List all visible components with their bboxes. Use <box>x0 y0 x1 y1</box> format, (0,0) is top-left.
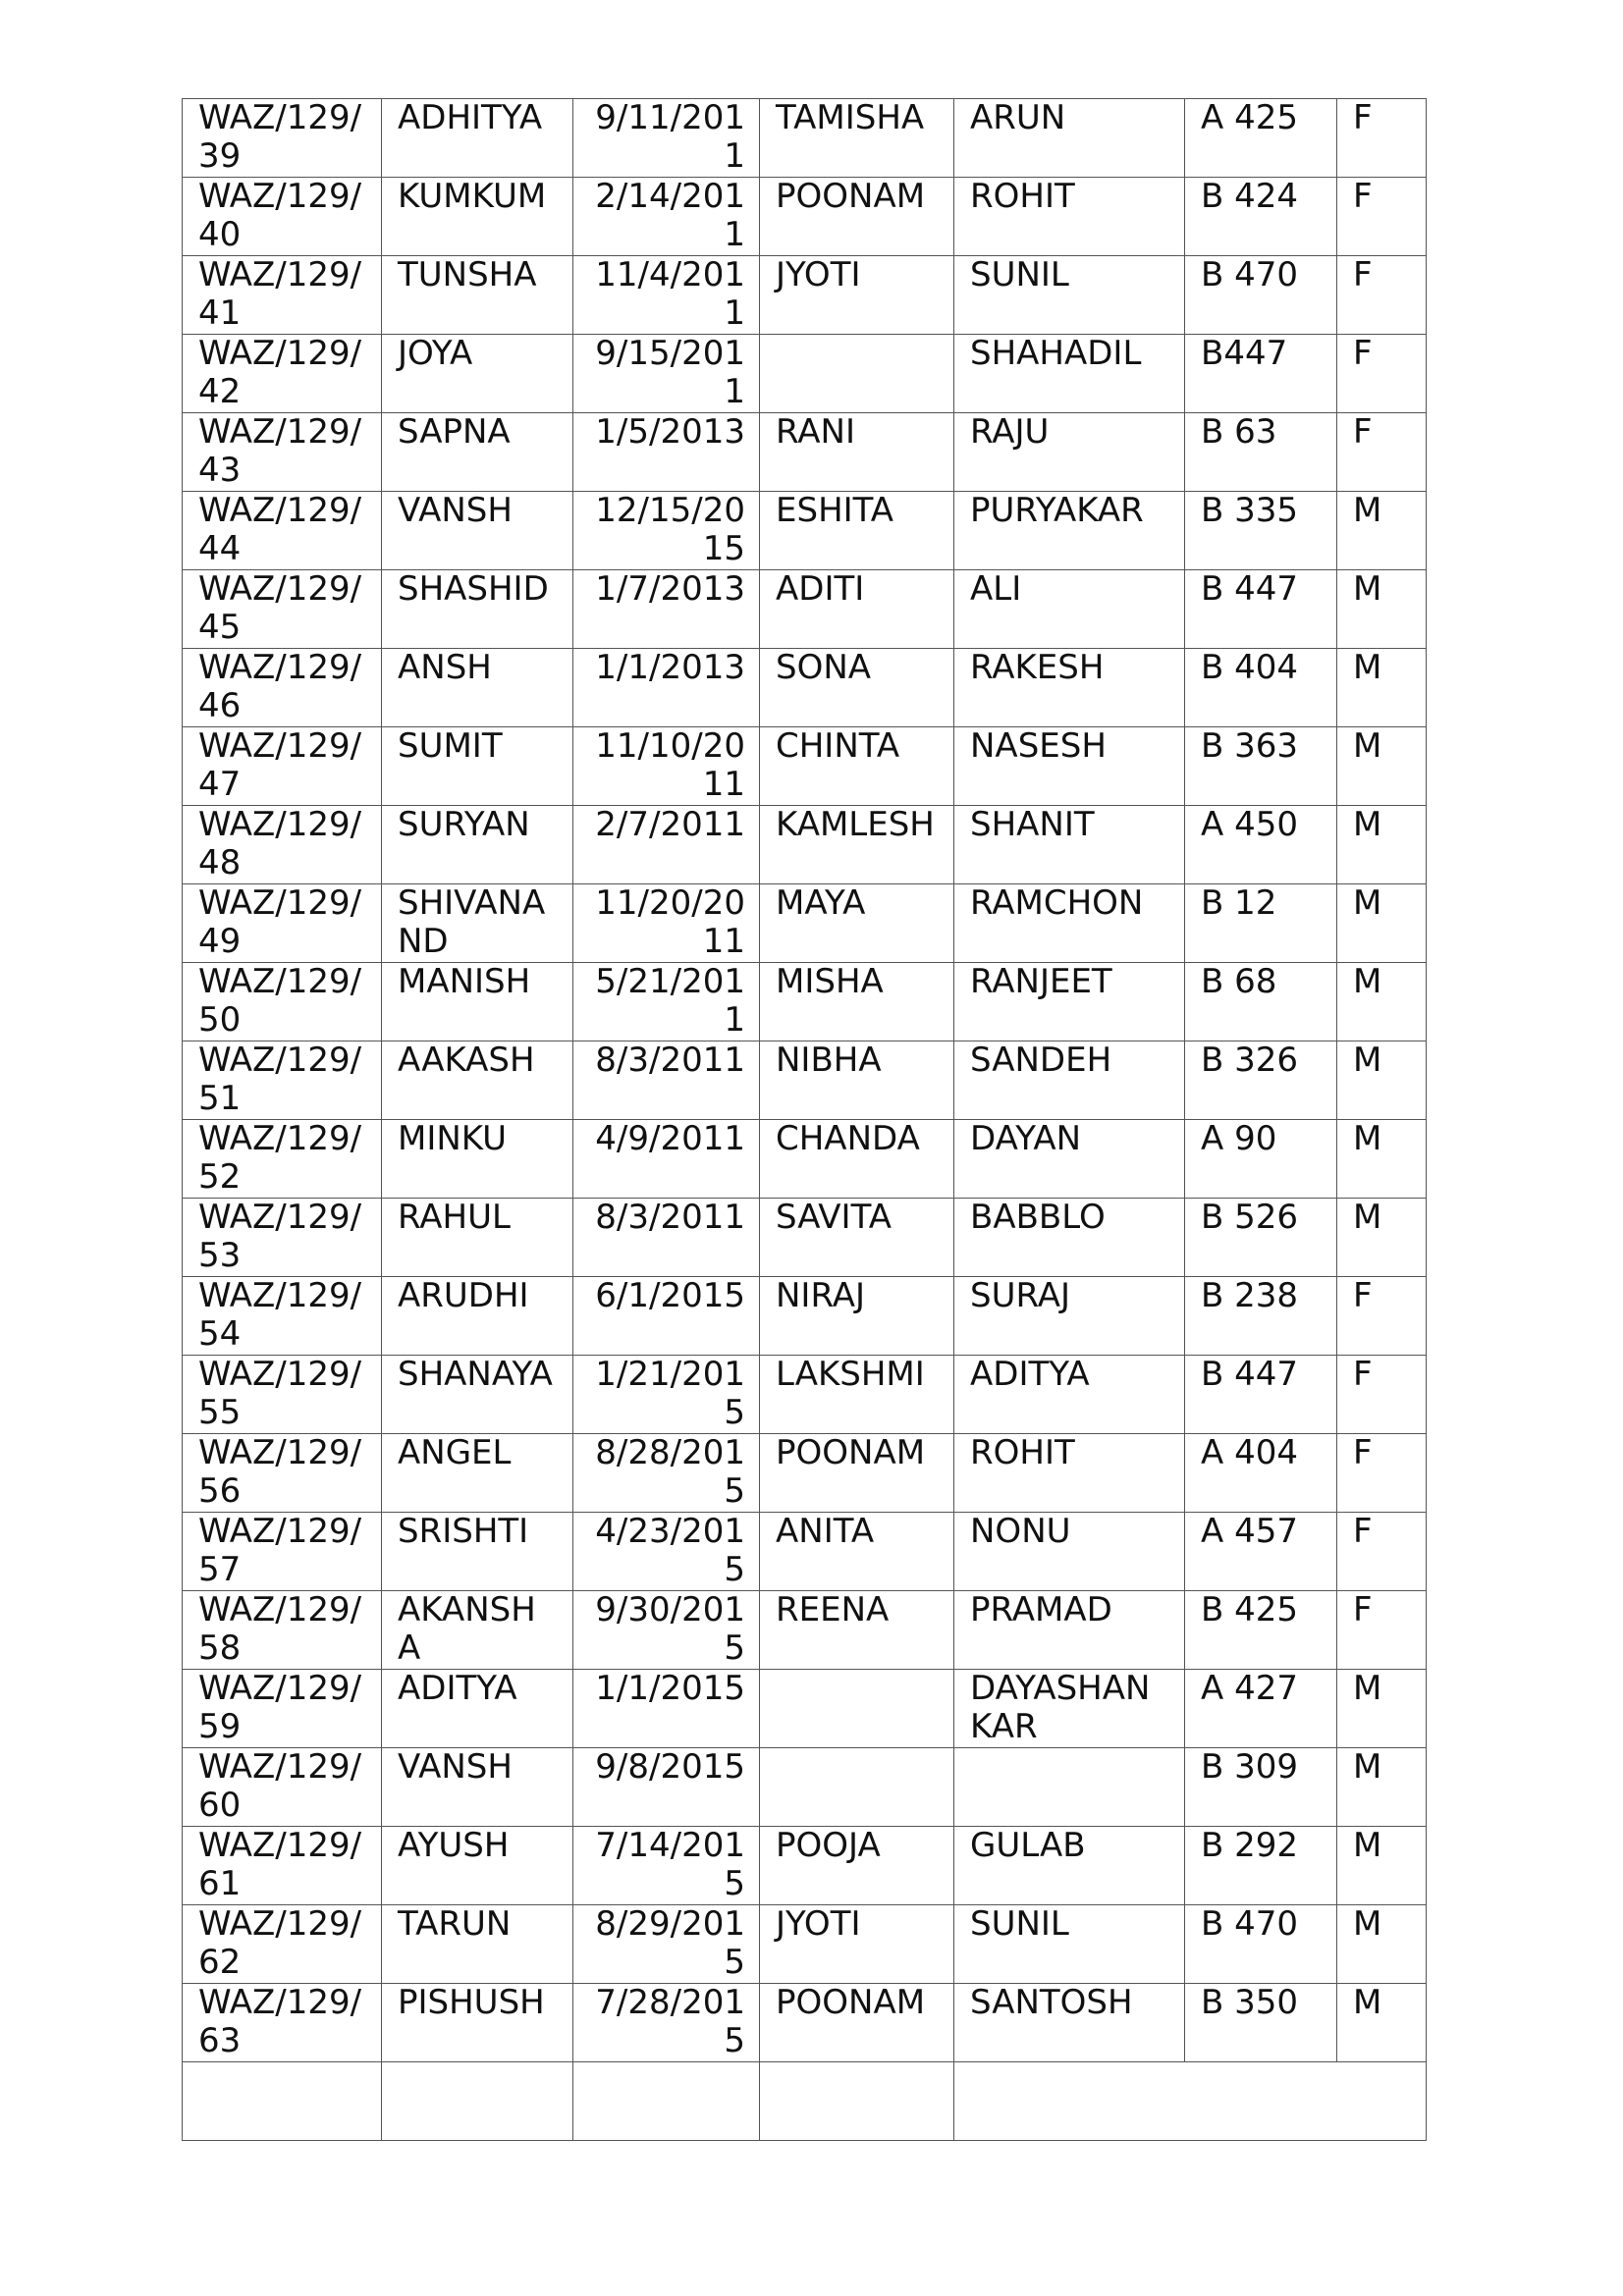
table-row <box>183 1277 1427 1356</box>
mother-name-cell: POOJA <box>760 1827 954 1905</box>
student-name-cell: KUMKUM <box>382 178 573 256</box>
date-of-birth-cell: 9/8/2015 <box>573 1748 760 1827</box>
student-name-cell: RAHUL <box>382 1199 573 1277</box>
gender-cell: F <box>1337 1356 1427 1434</box>
blank-cell <box>183 2062 382 2141</box>
mother-name-cell: SONA <box>760 649 954 727</box>
mother-name-cell: NIRAJ <box>760 1277 954 1356</box>
mother-name-cell: POONAM <box>760 1984 954 2062</box>
mother-name-cell: CHANDA <box>760 1120 954 1199</box>
house-number-cell: B 470 <box>1185 256 1337 335</box>
gender-cell: F <box>1337 413 1427 492</box>
gender-cell: M <box>1337 1905 1427 1984</box>
date-of-birth-cell: 12/15/2015 <box>573 492 760 570</box>
table-row <box>183 413 1427 492</box>
house-number-cell: A 450 <box>1185 806 1337 884</box>
gender-cell: F <box>1337 335 1427 413</box>
table-row <box>183 727 1427 806</box>
date-of-birth-cell: 1/1/2013 <box>573 649 760 727</box>
gender-cell: M <box>1337 806 1427 884</box>
date-of-birth-cell: 9/30/2015 <box>573 1591 760 1670</box>
house-number-cell: B 68 <box>1185 963 1337 1041</box>
father-name-cell: NONU <box>954 1513 1185 1591</box>
student-name-cell: ARUDHI <box>382 1277 573 1356</box>
table-row <box>183 1041 1427 1120</box>
father-name-cell: ADITYA <box>954 1356 1185 1434</box>
date-of-birth-cell: 8/3/2011 <box>573 1199 760 1277</box>
gender-cell: M <box>1337 1748 1427 1827</box>
father-name-cell: ALI <box>954 570 1185 649</box>
mother-name-cell <box>760 335 954 413</box>
table-row <box>183 1434 1427 1513</box>
house-number-cell: B447 <box>1185 335 1337 413</box>
father-name-cell: ARUN <box>954 99 1185 178</box>
date-of-birth-cell: 8/29/2015 <box>573 1905 760 1984</box>
date-of-birth-cell: 4/9/2011 <box>573 1120 760 1199</box>
student-id-cell: WAZ/129/41 <box>183 256 382 335</box>
house-number-cell: B 292 <box>1185 1827 1337 1905</box>
student-id-cell: WAZ/129/46 <box>183 649 382 727</box>
student-id-cell: WAZ/129/62 <box>183 1905 382 1984</box>
student-name-cell: AAKASH <box>382 1041 573 1120</box>
house-number-cell: B 526 <box>1185 1199 1337 1277</box>
student-id-cell: WAZ/129/54 <box>183 1277 382 1356</box>
table-row <box>183 1827 1427 1905</box>
house-number-cell: B 326 <box>1185 1041 1337 1120</box>
house-number-cell: B 363 <box>1185 727 1337 806</box>
table-row <box>183 806 1427 884</box>
gender-cell: F <box>1337 1434 1427 1513</box>
student-id-cell: WAZ/129/63 <box>183 1984 382 2062</box>
date-of-birth-cell: 7/28/2015 <box>573 1984 760 2062</box>
gender-cell: M <box>1337 963 1427 1041</box>
mother-name-cell <box>760 1670 954 1748</box>
student-name-cell: SHIVANAND <box>382 884 573 963</box>
student-name-cell: JOYA <box>382 335 573 413</box>
student-name-cell: ADHITYA <box>382 99 573 178</box>
student-id-cell: WAZ/129/53 <box>183 1199 382 1277</box>
gender-cell: M <box>1337 1670 1427 1748</box>
student-id-cell: WAZ/129/42 <box>183 335 382 413</box>
mother-name-cell: ADITI <box>760 570 954 649</box>
gender-cell: M <box>1337 649 1427 727</box>
gender-cell: F <box>1337 256 1427 335</box>
father-name-cell: ROHIT <box>954 1434 1185 1513</box>
student-name-cell: SHANAYA <box>382 1356 573 1434</box>
gender-cell: M <box>1337 1827 1427 1905</box>
house-number-cell: B 404 <box>1185 649 1337 727</box>
student-id-cell: WAZ/129/45 <box>183 570 382 649</box>
date-of-birth-cell: 1/5/2013 <box>573 413 760 492</box>
student-id-cell: WAZ/129/49 <box>183 884 382 963</box>
date-of-birth-cell: 9/15/2011 <box>573 335 760 413</box>
date-of-birth-cell: 9/11/2011 <box>573 99 760 178</box>
student-id-cell: WAZ/129/50 <box>183 963 382 1041</box>
mother-name-cell: KAMLESH <box>760 806 954 884</box>
gender-cell: M <box>1337 1041 1427 1120</box>
date-of-birth-cell: 2/14/2011 <box>573 178 760 256</box>
student-name-cell: PISHUSH <box>382 1984 573 2062</box>
father-name-cell: ROHIT <box>954 178 1185 256</box>
gender-cell: M <box>1337 1199 1427 1277</box>
table-row <box>183 335 1427 413</box>
gender-cell: F <box>1337 1277 1427 1356</box>
father-name-cell: PURYAKAR <box>954 492 1185 570</box>
date-of-birth-cell: 7/14/2015 <box>573 1827 760 1905</box>
house-number-cell: A 425 <box>1185 99 1337 178</box>
gender-cell: M <box>1337 492 1427 570</box>
father-name-cell: SUNIL <box>954 256 1185 335</box>
father-name-cell: DAYAN <box>954 1120 1185 1199</box>
mother-name-cell: POONAM <box>760 1434 954 1513</box>
father-name-cell: SHAHADIL <box>954 335 1185 413</box>
father-name-cell: RAJU <box>954 413 1185 492</box>
house-number-cell: B 63 <box>1185 413 1337 492</box>
student-name-cell: SURYAN <box>382 806 573 884</box>
student-name-cell: AKANSHA <box>382 1591 573 1670</box>
mother-name-cell: ANITA <box>760 1513 954 1591</box>
student-name-cell: ADITYA <box>382 1670 573 1748</box>
date-of-birth-cell: 8/28/2015 <box>573 1434 760 1513</box>
table-row <box>183 1120 1427 1199</box>
mother-name-cell: JYOTI <box>760 256 954 335</box>
date-of-birth-cell: 1/21/2015 <box>573 1356 760 1434</box>
father-name-cell: RAMCHON <box>954 884 1185 963</box>
father-name-cell: NASESH <box>954 727 1185 806</box>
date-of-birth-cell: 11/20/2011 <box>573 884 760 963</box>
father-name-cell: SUNIL <box>954 1905 1185 1984</box>
gender-cell: F <box>1337 1591 1427 1670</box>
house-number-cell: B 424 <box>1185 178 1337 256</box>
house-number-cell: A 404 <box>1185 1434 1337 1513</box>
mother-name-cell: TAMISHA <box>760 99 954 178</box>
student-name-cell: VANSH <box>382 1748 573 1827</box>
date-of-birth-cell: 5/21/2011 <box>573 963 760 1041</box>
father-name-cell: SHANIT <box>954 806 1185 884</box>
student-name-cell: AYUSH <box>382 1827 573 1905</box>
student-id-cell: WAZ/129/60 <box>183 1748 382 1827</box>
mother-name-cell: ESHITA <box>760 492 954 570</box>
father-name-cell: RAKESH <box>954 649 1185 727</box>
house-number-cell: B 447 <box>1185 1356 1337 1434</box>
house-number-cell: B 309 <box>1185 1748 1337 1827</box>
date-of-birth-cell: 2/7/2011 <box>573 806 760 884</box>
table-row <box>183 1984 1427 2062</box>
student-name-cell: SRISHTI <box>382 1513 573 1591</box>
date-of-birth-cell: 8/3/2011 <box>573 1041 760 1120</box>
house-number-cell: A 427 <box>1185 1670 1337 1748</box>
student-name-cell: MINKU <box>382 1120 573 1199</box>
table-row <box>183 99 1427 178</box>
student-name-cell: TUNSHA <box>382 256 573 335</box>
student-id-cell: WAZ/129/47 <box>183 727 382 806</box>
student-id-cell: WAZ/129/57 <box>183 1513 382 1591</box>
gender-cell: M <box>1337 570 1427 649</box>
student-id-cell: WAZ/129/56 <box>183 1434 382 1513</box>
gender-cell: M <box>1337 1120 1427 1199</box>
house-number-cell: B 12 <box>1185 884 1337 963</box>
mother-name-cell <box>760 1748 954 1827</box>
blank-merged-cell <box>954 2062 1427 2141</box>
blank-row <box>183 2062 1427 2141</box>
house-number-cell: A 457 <box>1185 1513 1337 1591</box>
student-name-cell: VANSH <box>382 492 573 570</box>
father-name-cell: SANTOSH <box>954 1984 1185 2062</box>
student-id-cell: WAZ/129/48 <box>183 806 382 884</box>
student-name-cell: MANISH <box>382 963 573 1041</box>
student-name-cell: SAPNA <box>382 413 573 492</box>
table-row <box>183 1591 1427 1670</box>
table-row <box>183 1748 1427 1827</box>
table-row <box>183 963 1427 1041</box>
mother-name-cell: MISHA <box>760 963 954 1041</box>
table-row <box>183 256 1427 335</box>
father-name-cell: PRAMAD <box>954 1591 1185 1670</box>
table-row <box>183 1199 1427 1277</box>
gender-cell: M <box>1337 1984 1427 2062</box>
student-name-cell: ANSH <box>382 649 573 727</box>
mother-name-cell: JYOTI <box>760 1905 954 1984</box>
blank-cell <box>573 2062 760 2141</box>
student-id-cell: WAZ/129/43 <box>183 413 382 492</box>
house-number-cell: B 447 <box>1185 570 1337 649</box>
father-name-cell: DAYASHANKAR <box>954 1670 1185 1748</box>
blank-cell <box>760 2062 954 2141</box>
table-row <box>183 884 1427 963</box>
mother-name-cell: POONAM <box>760 178 954 256</box>
table-row <box>183 178 1427 256</box>
mother-name-cell: SAVITA <box>760 1199 954 1277</box>
house-number-cell: A 90 <box>1185 1120 1337 1199</box>
house-number-cell: B 238 <box>1185 1277 1337 1356</box>
student-name-cell: TARUN <box>382 1905 573 1984</box>
date-of-birth-cell: 6/1/2015 <box>573 1277 760 1356</box>
student-id-cell: WAZ/129/61 <box>183 1827 382 1905</box>
student-id-cell: WAZ/129/58 <box>183 1591 382 1670</box>
table-row <box>183 570 1427 649</box>
student-id-cell: WAZ/129/55 <box>183 1356 382 1434</box>
gender-cell: F <box>1337 178 1427 256</box>
mother-name-cell: MAYA <box>760 884 954 963</box>
gender-cell: F <box>1337 99 1427 178</box>
house-number-cell: B 335 <box>1185 492 1337 570</box>
student-id-cell: WAZ/129/51 <box>183 1041 382 1120</box>
father-name-cell <box>954 1748 1185 1827</box>
gender-cell: F <box>1337 1513 1427 1591</box>
register-body <box>183 99 1427 2141</box>
table-row <box>183 1356 1427 1434</box>
gender-cell: M <box>1337 727 1427 806</box>
house-number-cell: B 425 <box>1185 1591 1337 1670</box>
father-name-cell: BABBLO <box>954 1199 1185 1277</box>
table-row <box>183 1670 1427 1748</box>
mother-name-cell: LAKSHMI <box>760 1356 954 1434</box>
register-table <box>182 98 1427 2141</box>
date-of-birth-cell: 11/4/2011 <box>573 256 760 335</box>
student-id-cell: WAZ/129/44 <box>183 492 382 570</box>
student-name-cell: SHASHID <box>382 570 573 649</box>
table-row <box>183 1905 1427 1984</box>
student-name-cell: SUMIT <box>382 727 573 806</box>
father-name-cell: RANJEET <box>954 963 1185 1041</box>
date-of-birth-cell: 1/1/2015 <box>573 1670 760 1748</box>
student-id-cell: WAZ/129/40 <box>183 178 382 256</box>
student-name-cell: ANGEL <box>382 1434 573 1513</box>
date-of-birth-cell: 11/10/2011 <box>573 727 760 806</box>
father-name-cell: SANDEH <box>954 1041 1185 1120</box>
father-name-cell: GULAB <box>954 1827 1185 1905</box>
table-row <box>183 1513 1427 1591</box>
gender-cell: M <box>1337 884 1427 963</box>
date-of-birth-cell: 1/7/2013 <box>573 570 760 649</box>
blank-cell <box>382 2062 573 2141</box>
mother-name-cell: CHINTA <box>760 727 954 806</box>
student-id-cell: WAZ/129/52 <box>183 1120 382 1199</box>
student-id-cell: WAZ/129/39 <box>183 99 382 178</box>
house-number-cell: B 470 <box>1185 1905 1337 1984</box>
house-number-cell: B 350 <box>1185 1984 1337 2062</box>
mother-name-cell: RANI <box>760 413 954 492</box>
table-row <box>183 649 1427 727</box>
father-name-cell: SURAJ <box>954 1277 1185 1356</box>
table-row <box>183 492 1427 570</box>
student-id-cell: WAZ/129/59 <box>183 1670 382 1748</box>
mother-name-cell: REENA <box>760 1591 954 1670</box>
date-of-birth-cell: 4/23/2015 <box>573 1513 760 1591</box>
mother-name-cell: NIBHA <box>760 1041 954 1120</box>
